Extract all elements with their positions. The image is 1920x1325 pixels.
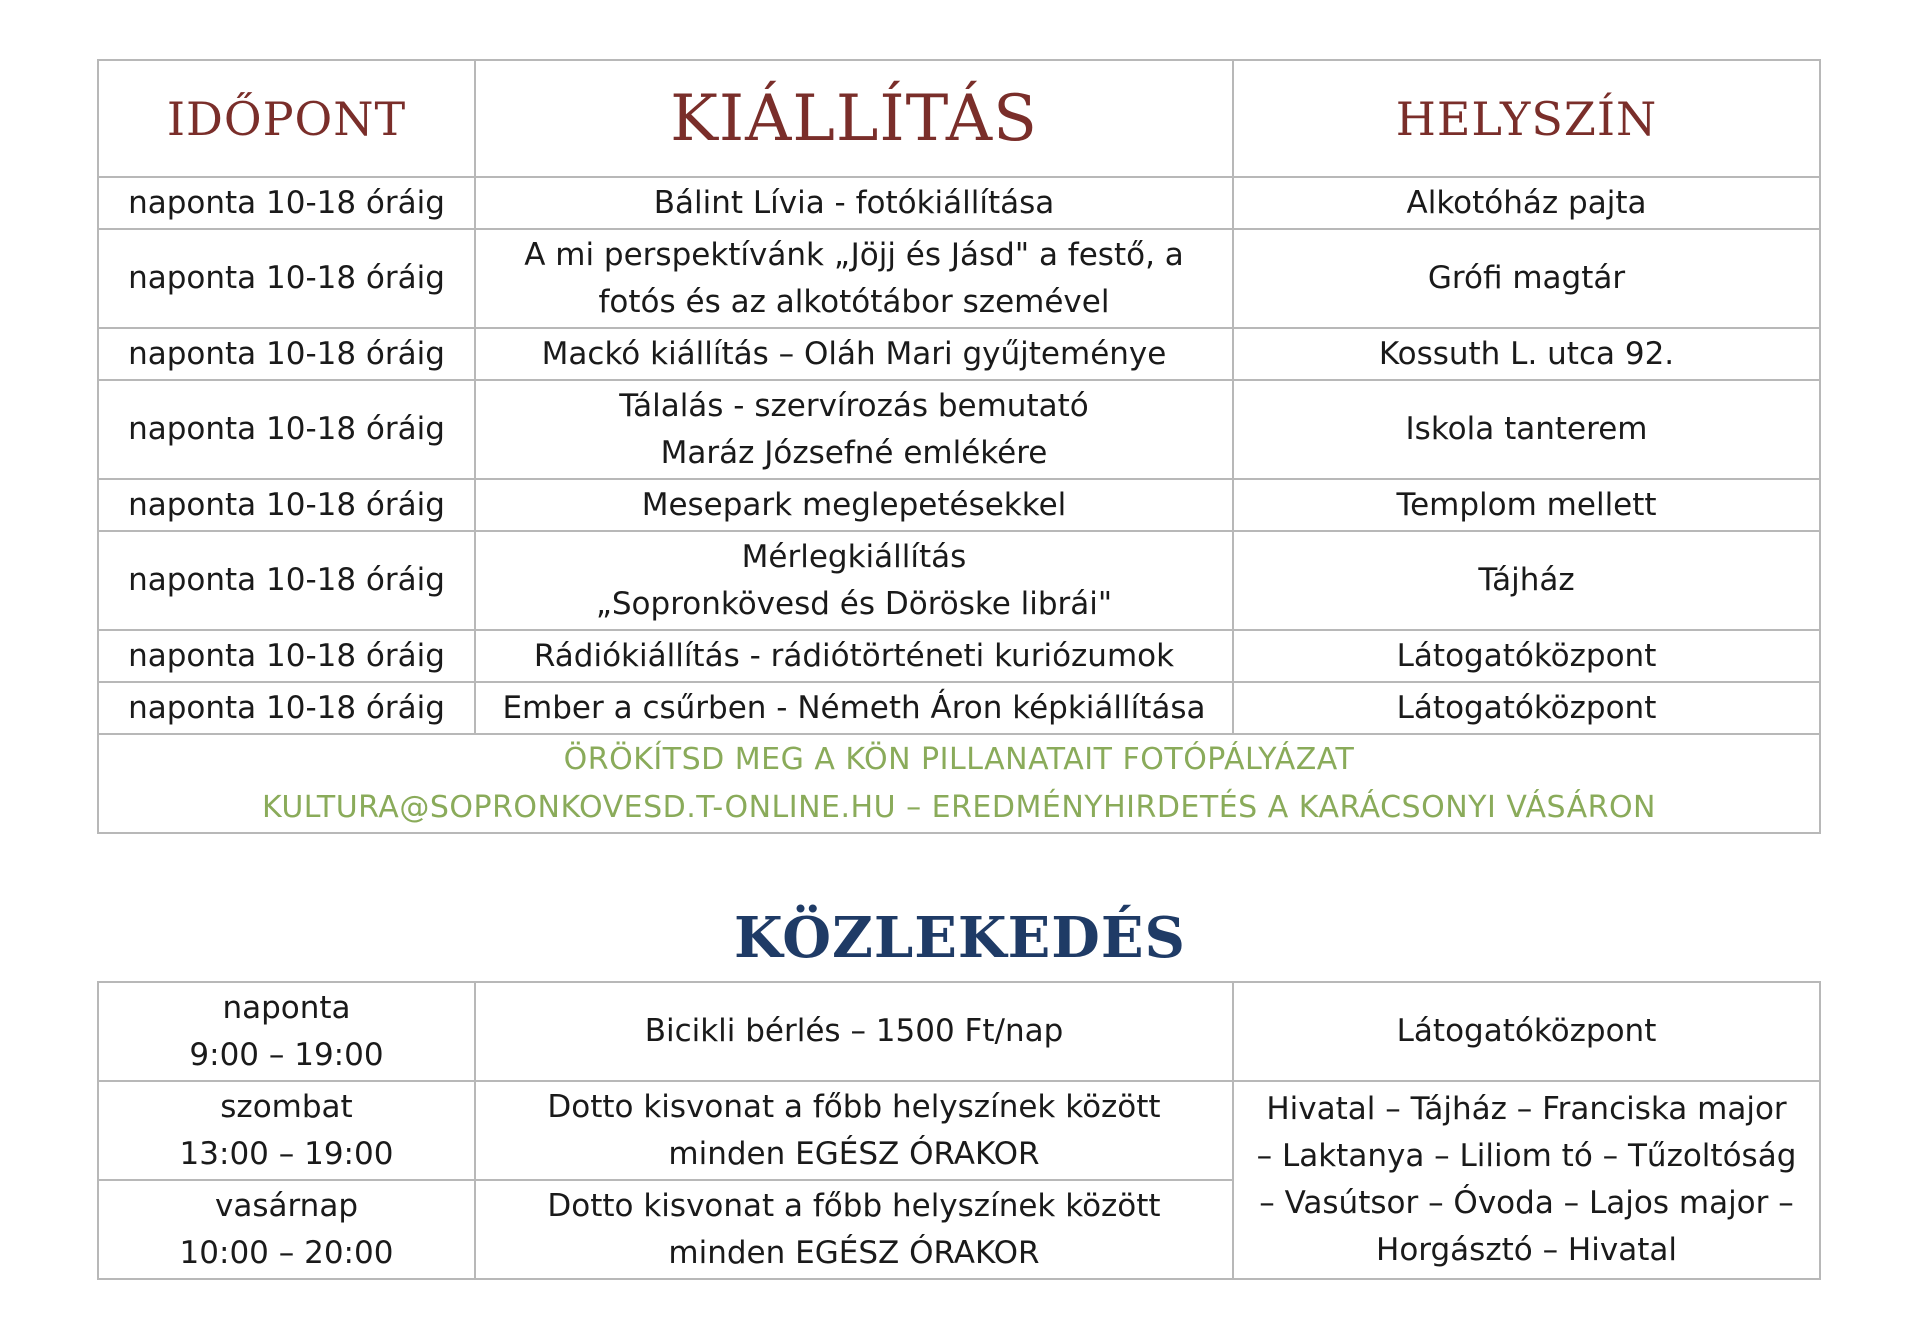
header-exhibition: KIÁLLÍTÁS <box>475 60 1233 177</box>
exhibition-title-line: „Sopronkövesd és Döröske librái" <box>595 585 1113 622</box>
photo-contest-contact: KULTURA@SOPRONKOVESD.T-ONLINE.HU – EREDMÉNYHIRDETÉS A KARÁCSONYI VÁSÁRON <box>261 789 1656 825</box>
exhibitions-table <box>97 59 1821 834</box>
transport-row <box>98 982 1820 1081</box>
transport-time <box>98 1081 475 1180</box>
exhibition-title <box>475 682 1233 734</box>
exhibition-place: Látogatóközpont <box>1233 630 1820 682</box>
bike-place: Látogatóközpont <box>1233 982 1820 1081</box>
exhibition-place: Látogatóközpont <box>1233 682 1820 734</box>
exhibition-title-line: Mackó kiállítás – Oláh Mari gyűjteménye <box>541 335 1167 372</box>
train-route <box>1233 1081 1820 1279</box>
train-route-line: – Laktanya – Liliom tó – Tűzoltóság <box>1256 1138 1797 1174</box>
transport-service <box>475 1180 1233 1279</box>
transport-service-line: Dotto kisvonat a főbb helyszínek között <box>547 1088 1161 1125</box>
exhibition-title-line: fotós és az alkotótábor szemével <box>598 283 1110 320</box>
exhibition-row <box>98 531 1820 630</box>
transport-service-line: Bicikli bérlés – 1500 Ft/nap <box>644 1013 1064 1049</box>
exhibition-time: naponta 10-18 óráig <box>98 531 475 630</box>
transport-day: szombat <box>220 1088 353 1125</box>
exhibition-time: naponta 10-18 óráig <box>98 479 475 531</box>
transport-service <box>475 982 1233 1081</box>
exhibition-title <box>475 479 1233 531</box>
exhibition-row <box>98 328 1820 380</box>
transport-service-line: minden EGÉSZ ÓRAKOR <box>668 1234 1040 1271</box>
exhibition-place: Kossuth L. utca 92. <box>1233 328 1820 380</box>
exhibition-title-line: Maráz Józsefné emlékére <box>660 434 1048 471</box>
exhibition-time: naponta 10-18 óráig <box>98 682 475 734</box>
header-location: HELYSZÍN <box>1233 60 1820 177</box>
exhibition-place: Tájház <box>1233 531 1820 630</box>
photo-contest-row <box>98 734 1820 833</box>
exhibition-row <box>98 630 1820 682</box>
exhibition-row <box>98 682 1820 734</box>
exhibition-row <box>98 380 1820 479</box>
train-route-line: – Vasútsor – Óvoda – Lajos major – <box>1259 1185 1794 1221</box>
header-time: IDŐPONT <box>98 60 475 177</box>
transport-table <box>97 981 1821 1280</box>
transport-service-line: Dotto kisvonat a főbb helyszínek között <box>547 1187 1161 1224</box>
exhibition-time: naponta 10-18 óráig <box>98 380 475 479</box>
transport-time <box>98 1180 475 1279</box>
photo-contest-title: ÖRÖKÍTSD MEG A KÖN PILLANATAIT FOTÓPÁLYÁZAT <box>563 741 1355 777</box>
exhibitions-header-row <box>98 60 1820 177</box>
train-route-line: Hivatal – Tájház – Franciska major <box>1266 1091 1787 1127</box>
transport-service-line: minden EGÉSZ ÓRAKOR <box>668 1135 1040 1172</box>
exhibition-time: naponta 10-18 óráig <box>98 177 475 229</box>
transport-hours: 13:00 – 19:00 <box>179 1135 394 1172</box>
exhibition-place: Grófi magtár <box>1233 229 1820 328</box>
transport-day: naponta <box>222 989 351 1026</box>
exhibition-time: naponta 10-18 óráig <box>98 630 475 682</box>
exhibition-title-line: Ember a csűrben - Németh Áron képkiállítása <box>502 689 1206 726</box>
exhibition-place: Alkotóház pajta <box>1233 177 1820 229</box>
transport-hours: 10:00 – 20:00 <box>179 1234 394 1271</box>
exhibition-title <box>475 380 1233 479</box>
photo-contest-cell <box>98 734 1820 833</box>
exhibitions-body <box>98 177 1820 734</box>
exhibition-time: naponta 10-18 óráig <box>98 328 475 380</box>
exhibition-time: naponta 10-18 óráig <box>98 229 475 328</box>
transport-row <box>98 1081 1820 1180</box>
exhibition-title <box>475 531 1233 630</box>
exhibition-place: Templom mellett <box>1233 479 1820 531</box>
exhibition-row <box>98 177 1820 229</box>
exhibition-title <box>475 229 1233 328</box>
exhibition-row <box>98 229 1820 328</box>
exhibition-title-line: Mesepark meglepetésekkel <box>641 486 1067 523</box>
transport-hours: 9:00 – 19:00 <box>189 1036 384 1073</box>
exhibition-title-line: A mi perspektívánk „Jöjj és Jásd" a festő, a <box>524 236 1184 273</box>
transport-title: KÖZLEKEDÉS <box>734 905 1186 971</box>
exhibition-title <box>475 328 1233 380</box>
transport-day: vasárnap <box>214 1187 358 1224</box>
exhibition-title-line: Mérlegkiállítás <box>741 538 967 575</box>
exhibition-row <box>98 479 1820 531</box>
exhibition-title-line: Rádiókiállítás - rádiótörténeti kuriózumok <box>533 637 1175 674</box>
transport-time <box>98 982 475 1081</box>
transport-service <box>475 1081 1233 1180</box>
train-route-line: Horgásztó – Hivatal <box>1376 1232 1677 1268</box>
exhibition-title-line: Tálalás - szervírozás bemutató <box>619 387 1089 424</box>
exhibition-title <box>475 177 1233 229</box>
exhibition-title-line: Bálint Lívia - fotókiállítása <box>653 184 1055 221</box>
exhibition-title <box>475 630 1233 682</box>
exhibition-place: Iskola tanterem <box>1233 380 1820 479</box>
